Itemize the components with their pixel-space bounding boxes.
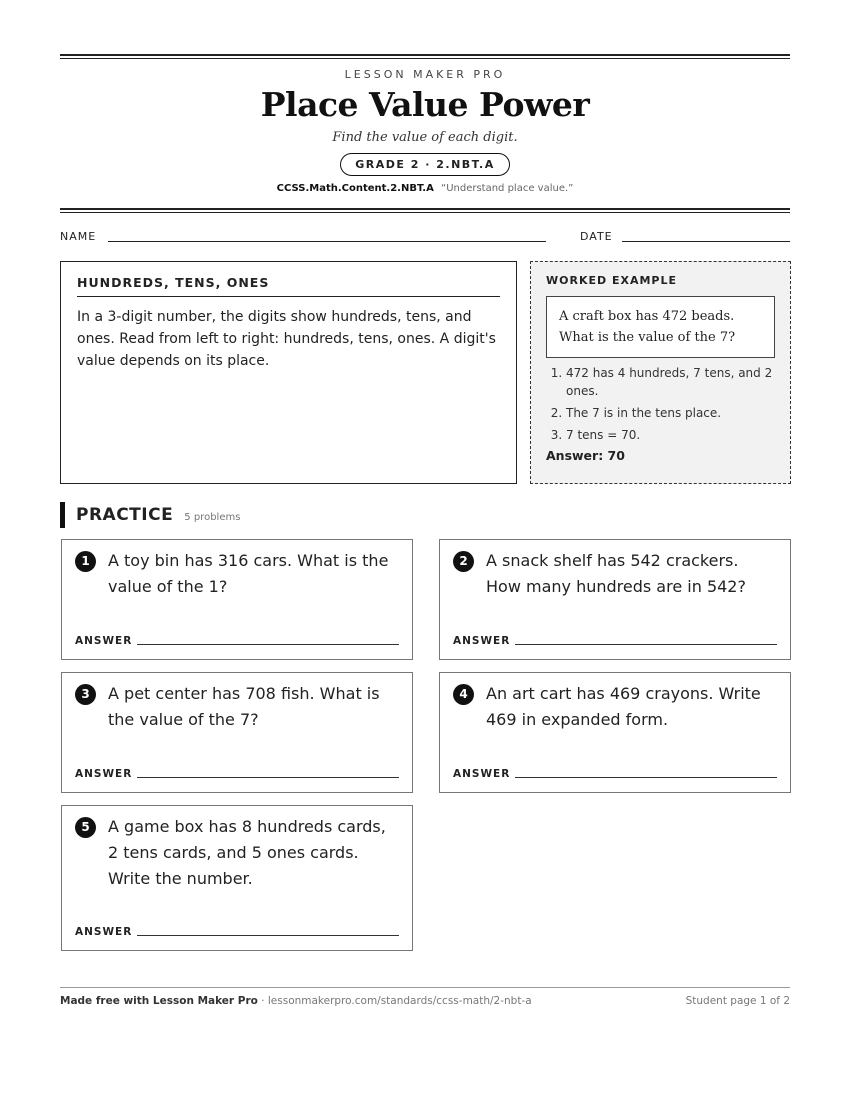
- answer-field-4[interactable]: [515, 777, 777, 778]
- date-label: DATE: [580, 230, 613, 243]
- worked-example-title: WORKED EXAMPLE: [546, 274, 677, 287]
- problem-card-4: [439, 672, 791, 793]
- problem-number: 3: [75, 684, 96, 705]
- page-title: Place Value Power: [260, 85, 590, 124]
- footer-url: · lessonmakerpro.com/standards/ccss-math/2-nbt-a: [257, 995, 532, 1007]
- worked-example-step: 1. 472 has 4 hundreds, 7 tens, and 2 ones.: [566, 364, 775, 400]
- problem-card-5: [61, 805, 413, 951]
- answer-field-3[interactable]: [137, 777, 399, 778]
- answer-label: ANSWER: [453, 768, 511, 780]
- name-field[interactable]: [108, 241, 546, 242]
- answer-label: ANSWER: [75, 926, 133, 938]
- problem-card-2: [439, 539, 791, 660]
- header-bottom-rule: [60, 208, 790, 213]
- worked-example-question-line: A craft box has 472 beads.: [559, 309, 735, 324]
- problem-text: An art cart has 469 crayons. Write 469 in expanded form.: [486, 684, 761, 729]
- concept-title: HUNDREDS, TENS, ONES: [77, 275, 500, 297]
- page-subtitle: Find the value of each digit.: [332, 130, 518, 145]
- answer-field-2[interactable]: [515, 644, 777, 645]
- concept-box: [60, 261, 517, 484]
- worked-example-steps: [546, 364, 775, 444]
- footer-rule: [60, 987, 790, 988]
- problem-text: A pet center has 708 fish. What is the value of the 7?: [108, 684, 380, 729]
- answer-label: ANSWER: [453, 635, 511, 647]
- standard-quote: “Understand place value.”: [441, 183, 574, 194]
- footer-page-number: Student page 1 of 2: [685, 995, 790, 1007]
- practice-count: 5 problems: [184, 512, 241, 523]
- problem-text: A toy bin has 316 cars. What is the value of the 1?: [108, 551, 389, 596]
- name-label: NAME: [60, 230, 97, 243]
- problem-text: A game box has 8 hundreds cards, 2 tens cards, and 5 ones cards. Write the number.: [108, 817, 386, 888]
- concept-body: In a 3-digit number, the digits show hundreds, tens, and ones. Read from left to right: hundreds, tens, ones. A digit's value depends on its place.: [77, 309, 496, 369]
- answer-label: ANSWER: [75, 768, 133, 780]
- brand-name: LESSON MAKER PRO: [344, 68, 506, 81]
- worked-example-step: 3. 7 tens = 70.: [566, 426, 775, 444]
- footer: [60, 995, 790, 1007]
- worked-example-answer: Answer: 70: [546, 448, 625, 463]
- answer-field-1[interactable]: [137, 644, 399, 645]
- practice-heading: [60, 502, 240, 528]
- worked-example-box: [530, 261, 791, 484]
- problem-number: 1: [75, 551, 96, 572]
- problem-number: 2: [453, 551, 474, 572]
- problem-number: 5: [75, 817, 96, 838]
- top-rule: [60, 54, 790, 59]
- worked-example-step: 2. The 7 is in the tens place.: [566, 404, 775, 422]
- standard-code: CCSS.Math.Content.2.NBT.A: [276, 183, 434, 194]
- problem-card-1: [61, 539, 413, 660]
- worksheet-header: [60, 60, 790, 194]
- practice-title: PRACTICE: [76, 505, 174, 525]
- name-date-row: [60, 229, 790, 245]
- standard-reference: [60, 183, 790, 194]
- footer-made-with: Made free with Lesson Maker Pro: [60, 995, 258, 1007]
- problem-card-3: [61, 672, 413, 793]
- date-field[interactable]: [622, 241, 790, 242]
- problem-number: 4: [453, 684, 474, 705]
- answer-label: ANSWER: [75, 635, 133, 647]
- worked-example-question-line: What is the value of the 7?: [559, 330, 736, 345]
- problem-text: A snack shelf has 542 crackers. How many hundreds are in 542?: [486, 551, 746, 596]
- grade-badge: GRADE 2 · 2.NBT.A: [340, 153, 509, 176]
- answer-field-5[interactable]: [137, 935, 399, 936]
- worked-example-question: [546, 296, 775, 358]
